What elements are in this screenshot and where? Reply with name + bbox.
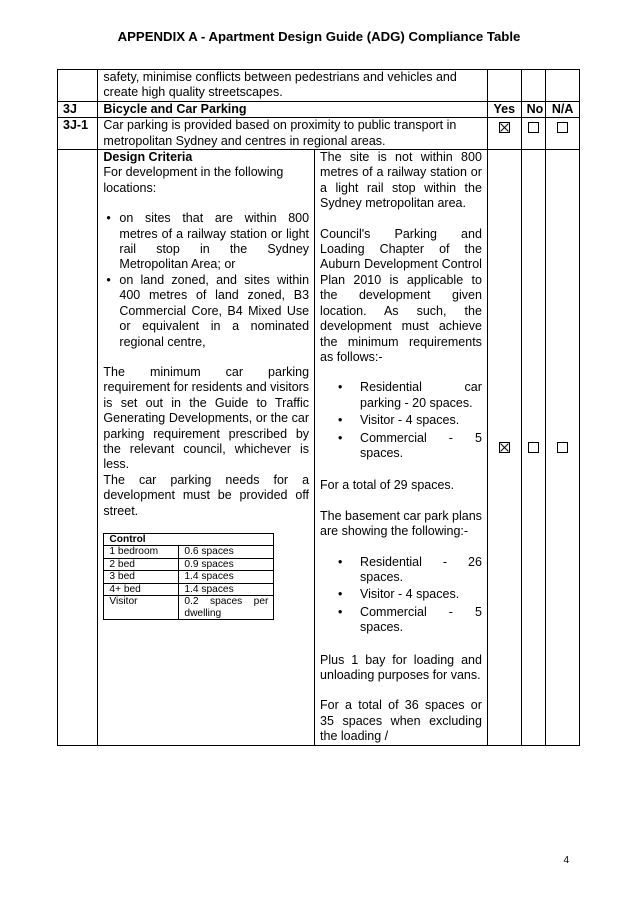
list-item: • Commercial - 5 spaces. — [360, 431, 482, 462]
plan-bullet-list — [320, 555, 482, 636]
control-table — [103, 533, 274, 621]
control-table-header: Control — [104, 533, 274, 546]
section-header-row — [58, 101, 580, 117]
table-row: 1 bedroom 0.6 spaces — [104, 546, 274, 559]
list-item: • Visitor - 4 spaces. — [360, 413, 482, 428]
table-row: 3 bed 1.4 spaces — [104, 571, 274, 584]
no-column-header: No — [521, 101, 546, 117]
criteria-na-checkbox[interactable] — [557, 442, 568, 453]
page-title: APPENDIX A - Apartment Design Guide (ADG) Compliance Table — [117, 29, 521, 44]
criteria-paragraph: The minimum car parking requirement for residents and visitors is set out in the Guide to Traffic Generating Developments, or the car parking requirement prescribed by the relevant council, whichever is less. — [103, 364, 310, 472]
list-item: • Residential - 26 spaces. — [360, 555, 482, 586]
list-item: • Visitor - 4 spaces. — [360, 587, 482, 602]
continuation-row — [58, 70, 580, 102]
design-criteria-cell — [98, 150, 315, 746]
compliance-table — [57, 69, 580, 746]
table-row: 2 bed 0.9 spaces — [104, 558, 274, 571]
criteria-intro: For development in the following locations: — [103, 165, 284, 195]
comment-paragraph: The basement car park plans are showing the following:- — [320, 508, 482, 539]
code-cell-empty — [58, 70, 98, 102]
objective-yes-checkbox[interactable] — [499, 122, 510, 133]
objective-text: Car parking is provided based on proximity to public transport in metropolitan Sydney and centres in regional areas. — [98, 118, 488, 150]
na-column-header: N/A — [546, 101, 580, 117]
table-row: 4+ bed 1.4 spaces — [104, 583, 274, 596]
criteria-row — [58, 150, 580, 746]
objective-na-checkbox[interactable] — [557, 122, 568, 133]
objective-no-checkbox[interactable] — [528, 122, 539, 133]
section-code: 3J — [58, 101, 98, 117]
criteria-yes-checkbox[interactable] — [499, 442, 510, 453]
criteria-no-checkbox[interactable] — [528, 442, 539, 453]
comment-paragraph: Council's Parking and Loading Chapter of the Auburn Development Control Plan 2010 is applicable to the development given location. As such, the development must achieve the minimum requirements as follows:- — [320, 226, 482, 364]
requirement-bullet-list — [320, 380, 482, 461]
section-heading: Bicycle and Car Parking — [98, 101, 488, 117]
comment-paragraph: The site is not within 800 metres of a railway station or a light rail stop within the Sydney metropolitan area. — [320, 150, 482, 211]
page-number: 4 — [563, 855, 569, 866]
comments-cell — [315, 150, 488, 746]
comment-paragraph: Plus 1 bay for loading and unloading purposes for vans. — [320, 652, 482, 682]
location-bullet-list — [103, 211, 309, 350]
list-item: • Residential car parking - 20 spaces. — [360, 380, 482, 411]
design-criteria-heading: Design Criteria — [103, 150, 193, 165]
criteria-paragraph: The car parking needs for a development must be provided off street. — [103, 472, 310, 518]
comment-paragraph: For a total of 36 spaces or 35 spaces when excluding the loading / — [320, 698, 482, 744]
comment-paragraph: For a total of 29 spaces. — [320, 478, 455, 493]
list-item: • Commercial - 5 spaces. — [360, 605, 482, 636]
list-item: • on sites that are within 800 metres of a railway station or light rail stop in the Sydney Metropolitan Area; or — [119, 211, 309, 273]
table-row: Visitor 0.2 spaces per dwelling — [104, 596, 274, 620]
list-item: • on land zoned, and sites within 400 metres of land zoned, B3 Commercial Core, B4 Mixed Use or equivalent in a nominated regional centre, — [119, 273, 309, 350]
objective-code: 3J-1 — [58, 118, 98, 150]
continuation-text: safety, minimise conflicts between pedestrians and vehicles and create high quality streetscapes. — [98, 70, 488, 102]
objective-row — [58, 118, 580, 150]
yes-column-header: Yes — [487, 101, 521, 117]
